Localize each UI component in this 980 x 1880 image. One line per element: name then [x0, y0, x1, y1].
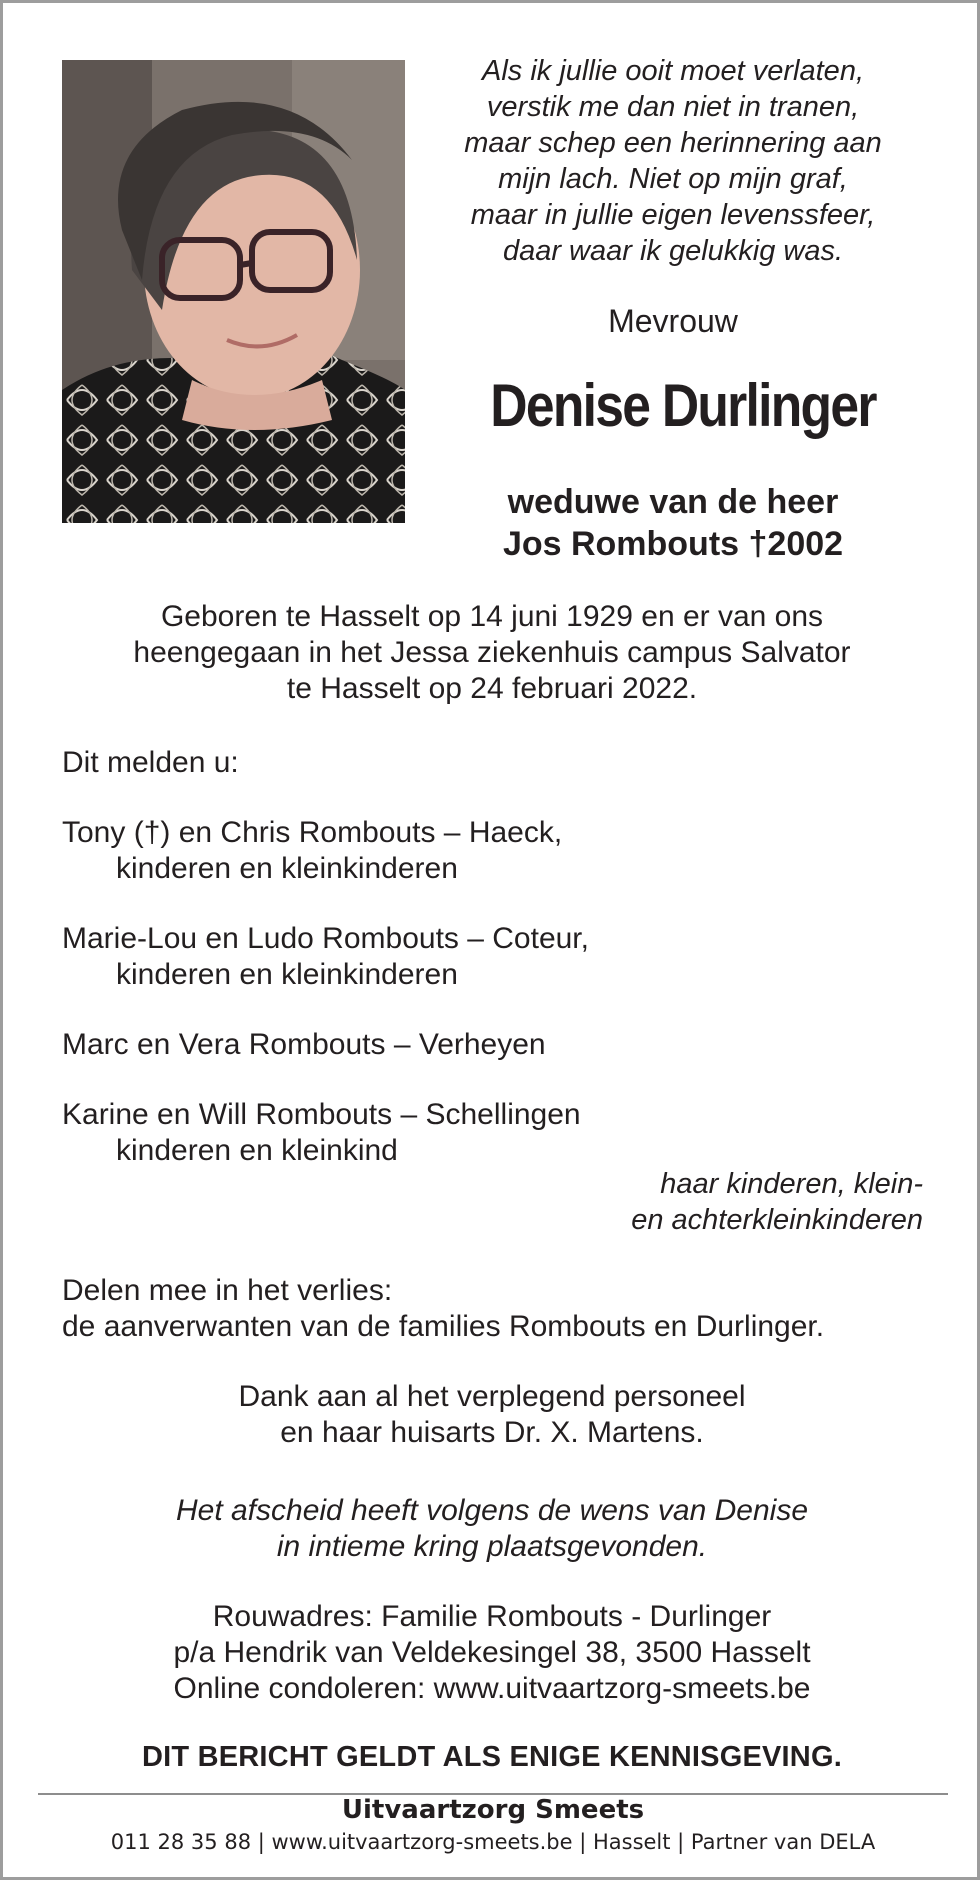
share-loss	[62, 1273, 824, 1345]
birth-death-info	[62, 599, 922, 707]
poem-line: maar schep een herinnering aan	[464, 127, 882, 159]
mourning-address	[62, 1599, 922, 1707]
poem	[423, 53, 923, 269]
info-line: Geboren te Hasselt op 14 juni 1929 en er van ons	[160, 600, 824, 633]
note-line: en achterkleinkinderen	[631, 1204, 923, 1236]
family-names: Marc en Vera Rombouts – Verheyen	[62, 1028, 546, 1061]
family-sub: kinderen en kleinkind	[116, 1134, 398, 1167]
farewell-line: Het afscheid heeft volgens de wens van Denise	[175, 1494, 809, 1527]
farewell-note	[62, 1493, 922, 1565]
poem-line: maar in jullie eigen levenssfeer,	[470, 199, 876, 231]
family-names: Karine en Will Rombouts – Schellingen	[62, 1098, 581, 1131]
condolence-link[interactable]: Online condoleren: www.uitvaartzorg-smeets.be	[173, 1672, 811, 1705]
family-names: Marie-Lou en Ludo Rombouts – Coteur,	[62, 922, 589, 955]
note-line: haar kinderen, klein-	[660, 1168, 923, 1200]
family-sub: kinderen en kleinkinderen	[116, 852, 458, 885]
honorific: Mevrouw	[608, 303, 738, 339]
widow-line: weduwe van de heer	[507, 483, 839, 521]
share-line: Delen mee in het verlies:	[62, 1274, 393, 1307]
family-entry	[62, 921, 589, 993]
share-line: de aanverwanten van de families Rombouts en Durlinger.	[62, 1310, 825, 1343]
thanks-line: en haar huisarts Dr. X. Martens.	[280, 1416, 704, 1449]
spouse-line: Jos Rombouts †2002	[502, 525, 844, 563]
poem-line: mijn lach. Niet op mijn graf,	[498, 163, 848, 195]
company-contact: 011 28 35 88 | www.uitvaartzorg-smeets.be | Hasselt | Partner van DELA	[110, 1830, 876, 1854]
address-line: p/a Hendrik van Veldekesingel 38, 3500 Hasselt	[173, 1636, 811, 1669]
address-line: Rouwadres: Familie Rombouts - Durlinger	[212, 1600, 772, 1633]
deceased-name: Denise Durlinger	[490, 372, 876, 439]
thanks-line: Dank aan al het verplegend personeel	[238, 1380, 746, 1413]
farewell-line: in intieme kring plaatsgevonden.	[276, 1530, 708, 1563]
info-line: heengegaan in het Jessa ziekenhuis campus Salvator	[133, 636, 851, 669]
family-names: Tony (†) en Chris Rombouts – Haeck,	[62, 816, 563, 849]
poem-line: verstik me dan niet in tranen,	[486, 91, 860, 123]
portrait-photo	[62, 60, 405, 523]
thanks	[62, 1379, 922, 1451]
widow-of	[423, 481, 923, 565]
portrait-image	[62, 60, 405, 523]
announce-label: Dit melden u:	[62, 746, 239, 779]
poem-line: Als ik jullie ooit moet verlaten,	[482, 55, 864, 87]
poem-line: daar waar ik gelukkig was.	[502, 235, 844, 267]
family-entry	[62, 1097, 581, 1169]
family-entry	[62, 1027, 546, 1063]
info-line: te Hasselt op 24 februari 2022.	[286, 672, 698, 705]
family-sub: kinderen en kleinkinderen	[116, 958, 458, 991]
official-notice: DIT BERICHT GELDT ALS ENIGE KENNISGEVING.	[142, 1741, 842, 1773]
family-entry	[62, 815, 562, 887]
grandchildren-note	[523, 1166, 923, 1238]
funeral-company: Uitvaartzorg Smeets	[341, 1795, 645, 1825]
